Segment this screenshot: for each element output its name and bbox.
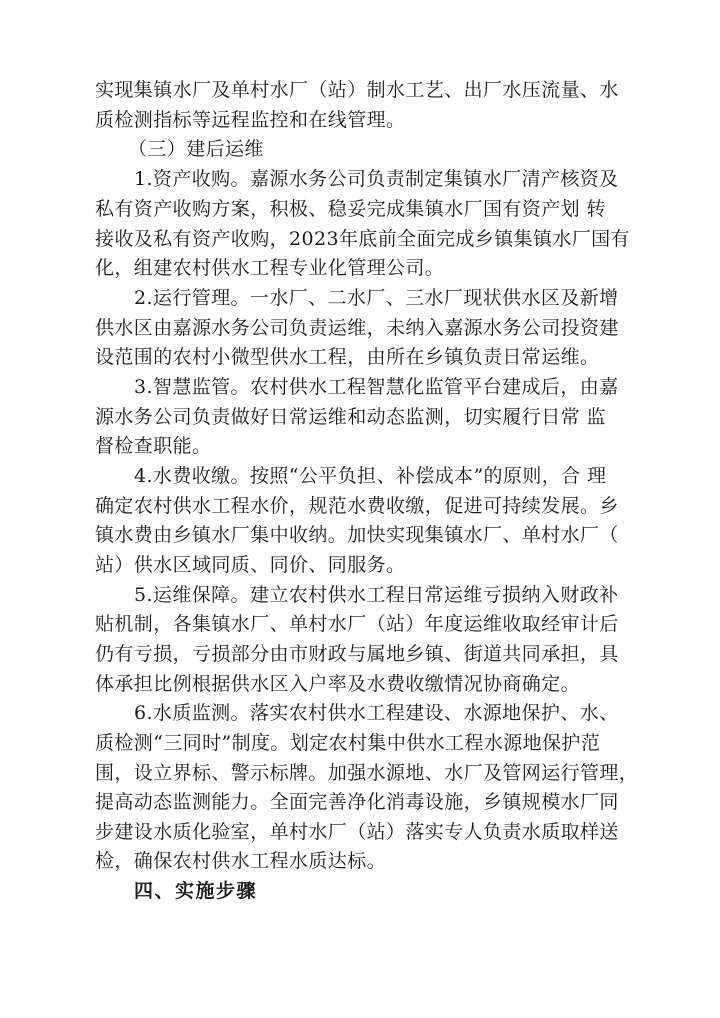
- body-line: 站）供水区域同质、同价、同服务。: [95, 554, 406, 576]
- body-line: 镇水费由乡镇水厂集中收纳。加快实现集镇水厂、单村水厂（: [95, 524, 619, 546]
- body-line: 步建设水质化验室，单村水厂（站）落实专人负责水质取样送: [95, 821, 619, 843]
- body-line: 围，设立界标、警示标牌。加强水源地、水厂及管网运行管理，: [95, 762, 639, 784]
- body-line: 仍有亏损，亏损部分由市财政与属地乡镇、街道共同承担，具: [95, 643, 619, 665]
- paragraph-6-first-line: 6.水质监测。落实农村供水工程建设、水源地保护、水、: [134, 702, 619, 724]
- body-line: 实现集镇水厂及单村水厂（站）制水工艺、出厂水压流量、水: [95, 79, 619, 101]
- paragraph-3-first-line: 3.智慧监管。农村供水工程智慧化监管平台建成后，由嘉: [134, 376, 619, 398]
- body-line: 督检查职能。: [95, 435, 212, 457]
- body-line: 体承担比例根据供水区入户率及水费收缴情况协商确定。: [95, 673, 581, 695]
- body-line: 设范围的农村小微型供水工程，由所在乡镇负责日常运维。: [95, 346, 600, 368]
- body-line: 化，组建农村供水工程专业化管理公司。: [95, 257, 445, 279]
- body-line: 确定农村供水工程水价，规范水费收缴，促进可持续发展。乡: [95, 495, 619, 517]
- body-line: 接收及私有资产收购，2023年底前全面完成乡镇集镇水厂国有: [95, 228, 630, 250]
- paragraph-2-first-line: 2.运行管理。一水厂、二水厂、三水厂现状供水区及新增: [134, 287, 619, 309]
- body-line: 供水区由嘉源水务公司负责运维，未纳入嘉源水务公司投资建: [95, 317, 619, 339]
- paragraph-1-first-line: 1.资产收购。嘉源水务公司负责制定集镇水厂清产核资及: [134, 168, 619, 190]
- body-line: 质检测指标等远程监控和在线管理。: [95, 109, 406, 131]
- body-line: 提高动态监测能力。全面完善净化消毒设施，乡镇规模水厂同: [95, 791, 619, 813]
- section-heading-shishi-buzhou: 四、实施步骤: [134, 880, 258, 902]
- section-heading-jianhou-yunwei: （三）建后运维: [128, 138, 264, 160]
- body-line: 质检测“三同时”制度。划定农村集中供水工程水源地保护范: [95, 732, 601, 754]
- body-line: 私有资产收购方案，积极、稳妥完成集镇水厂国有资产划 转: [95, 198, 606, 220]
- body-line: 检，确保农村供水工程水质达标。: [95, 850, 387, 872]
- paragraph-4-first-line: 4.水费收缴。按照“公平负担、补偿成本”的原则，合 理: [134, 465, 607, 487]
- body-line: 贴机制，各集镇水厂、单村水厂（站）年度运维收取经审计后: [95, 613, 619, 635]
- paragraph-5-first-line: 5.运维保障。建立农村供水工程日常运维亏损纳入财政补: [134, 584, 619, 606]
- body-line: 源水务公司负责做好日常运维和动态监测，切实履行日常 监: [95, 406, 606, 428]
